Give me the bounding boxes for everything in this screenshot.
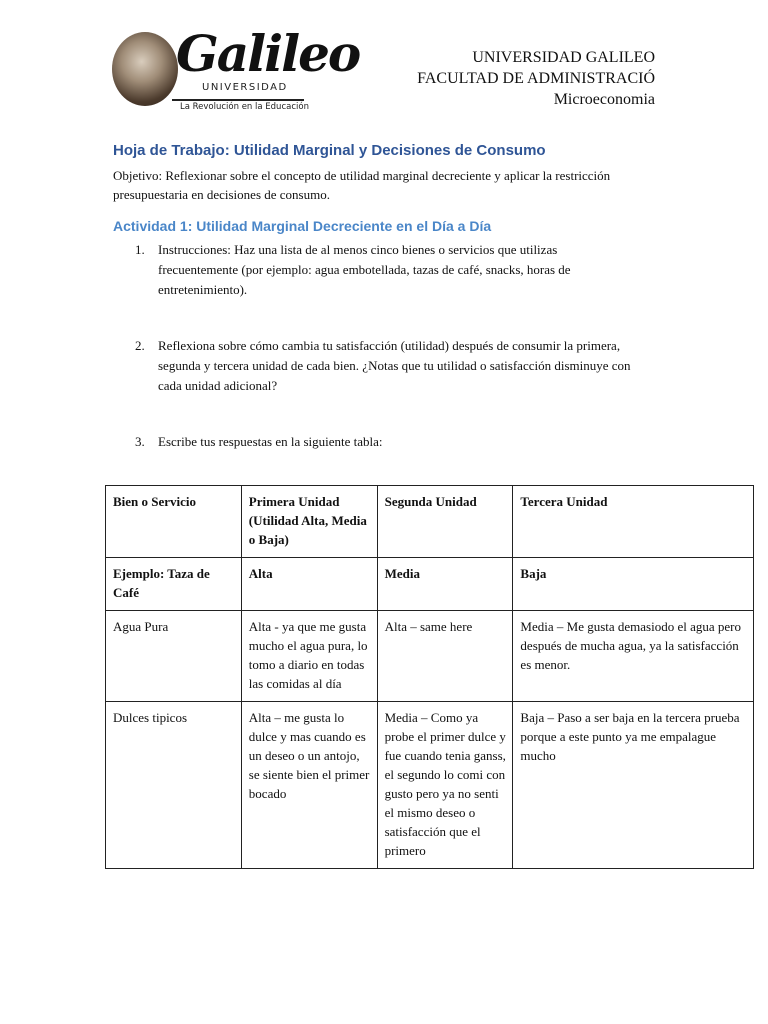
step-text: Escribe tus respuestas en la siguiente tabla: [158, 434, 383, 449]
table-row [106, 702, 754, 869]
table-cell: Dulces tipicos [106, 702, 242, 869]
table-cell: Media – Como ya probe el primer dulce y fue cuando tenia ganss, el segundo lo comi con gusto pero ya no senti el mismo deseo o satisfacción que el primero [377, 702, 513, 869]
institution-header [417, 47, 655, 110]
header-cell: Segunda Unidad [377, 486, 513, 558]
objective-text: Objetivo: Reflexionar sobre el concepto de utilidad marginal decreciente y aplicar la restricción presupuestaria en decisiones de consumo. [113, 168, 611, 202]
utility-table [105, 485, 754, 869]
header-cell: Bien o Servicio [106, 486, 242, 558]
table-cell: Baja – Paso a ser baja en la tercera prueba porque a este punto ya me empalague mucho [513, 702, 754, 869]
table-cell: Ejemplo: Taza de Café [106, 558, 242, 611]
table-cell: Baja [513, 558, 754, 611]
faculty-name: FACULTAD DE ADMINISTRACIÓ [417, 70, 655, 87]
logo-divider [172, 99, 304, 101]
table-cell: Media [377, 558, 513, 611]
table-cell: Alta [241, 558, 377, 611]
step-number: 2. [135, 338, 145, 353]
table-cell: Alta - ya que me gusta mucho el agua pura, lo tomo a diario en todas las comidas al día [241, 611, 377, 702]
header-cell: Primera Unidad (Utilidad Alta, Media o Baja) [241, 486, 377, 558]
course-name: Microeconomia [553, 91, 655, 108]
table-cell: Media – Me gusta demasiodo el agua pero después de mucha agua, ya la satisfacción es menor. [513, 611, 754, 702]
worksheet-title: Hoja de Trabajo: Utilidad Marginal y Decisiones de Consumo [113, 142, 546, 159]
table-example-row [106, 558, 754, 611]
university-name: UNIVERSIDAD GALILEO [472, 49, 655, 66]
activity-title: Actividad 1: Utilidad Marginal Decreciente en el Día a Día [113, 218, 492, 234]
table-cell: Alta – me gusta lo dulce y mas cuando es un deseo o un antojo, se siente bien el primer bocado [241, 702, 377, 869]
step-number: 3. [135, 434, 145, 449]
step-number: 1. [135, 242, 145, 257]
table-header-row [106, 486, 754, 558]
logo-subtitle: UNIVERSIDAD [202, 82, 288, 93]
logo-wordmark: Galileo [176, 24, 360, 83]
galileo-logo [110, 24, 360, 120]
step-text: Reflexiona sobre cómo cambia tu satisfacción (utilidad) después de consumir la primera, segunda y tercera unidad de cada bien. ¿Notas que tu utilidad o satisfacción disminuye con cada unidad adicional? [158, 338, 631, 393]
logo-tagline: La Revolución en la Educación [180, 102, 309, 112]
galileo-portrait-icon [112, 32, 178, 106]
header-cell: Tercera Unidad [513, 486, 754, 558]
table-cell: Agua Pura [106, 611, 242, 702]
step-text: Instrucciones: Haz una lista de al menos cinco bienes o servicios que utilizas frecuentemente (por ejemplo: agua embotellada, tazas de café, snacks, horas de entretenimiento). [158, 242, 571, 297]
table-row [106, 611, 754, 702]
table-cell: Alta – same here [377, 611, 513, 702]
